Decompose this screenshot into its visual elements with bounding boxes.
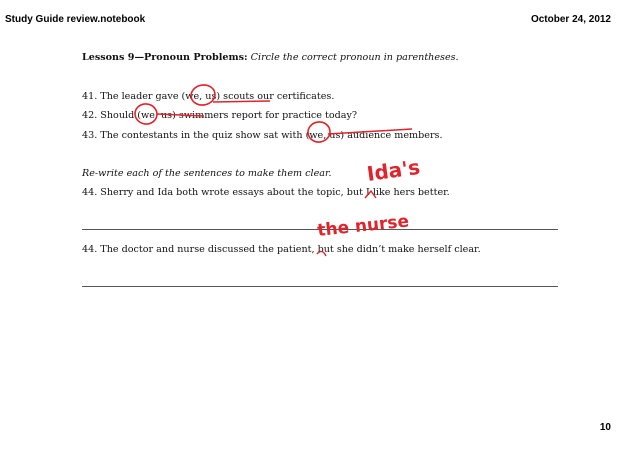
answer-line (82, 229, 558, 230)
lesson-heading-title: Lessons 9—Pronoun Problems: (82, 52, 248, 63)
question-42: 42. Should (we, us) swimmers report for practice today? (82, 110, 358, 121)
question-41: 41. The leader gave (we, us) scouts our certificates. (82, 91, 335, 102)
lesson-heading (82, 52, 459, 63)
handwritten-note-the-nurse: the nurse (316, 211, 410, 241)
document-title: Study Guide review.notebook (5, 14, 146, 25)
document-date: October 24, 2012 (530, 14, 611, 25)
page-number: 10 (599, 422, 611, 433)
lesson-heading-instruction: Circle the correct pronoun in parentheses. (250, 52, 459, 63)
question-44-sherry: 44. Sherry and Ida both wrote essays about the topic, but I like hers better. (82, 187, 450, 198)
rewrite-instruction: Re-write each of the sentences to make them clear. (82, 168, 332, 179)
question-44-doctor: 44. The doctor and nurse discussed the patient, but she didn’t make herself clear. (82, 244, 481, 255)
answer-line (82, 286, 558, 287)
question-43: 43. The contestants in the quiz show sat with (we, us) audience members. (82, 130, 443, 141)
handwritten-note-idas: Ida's (365, 154, 422, 186)
